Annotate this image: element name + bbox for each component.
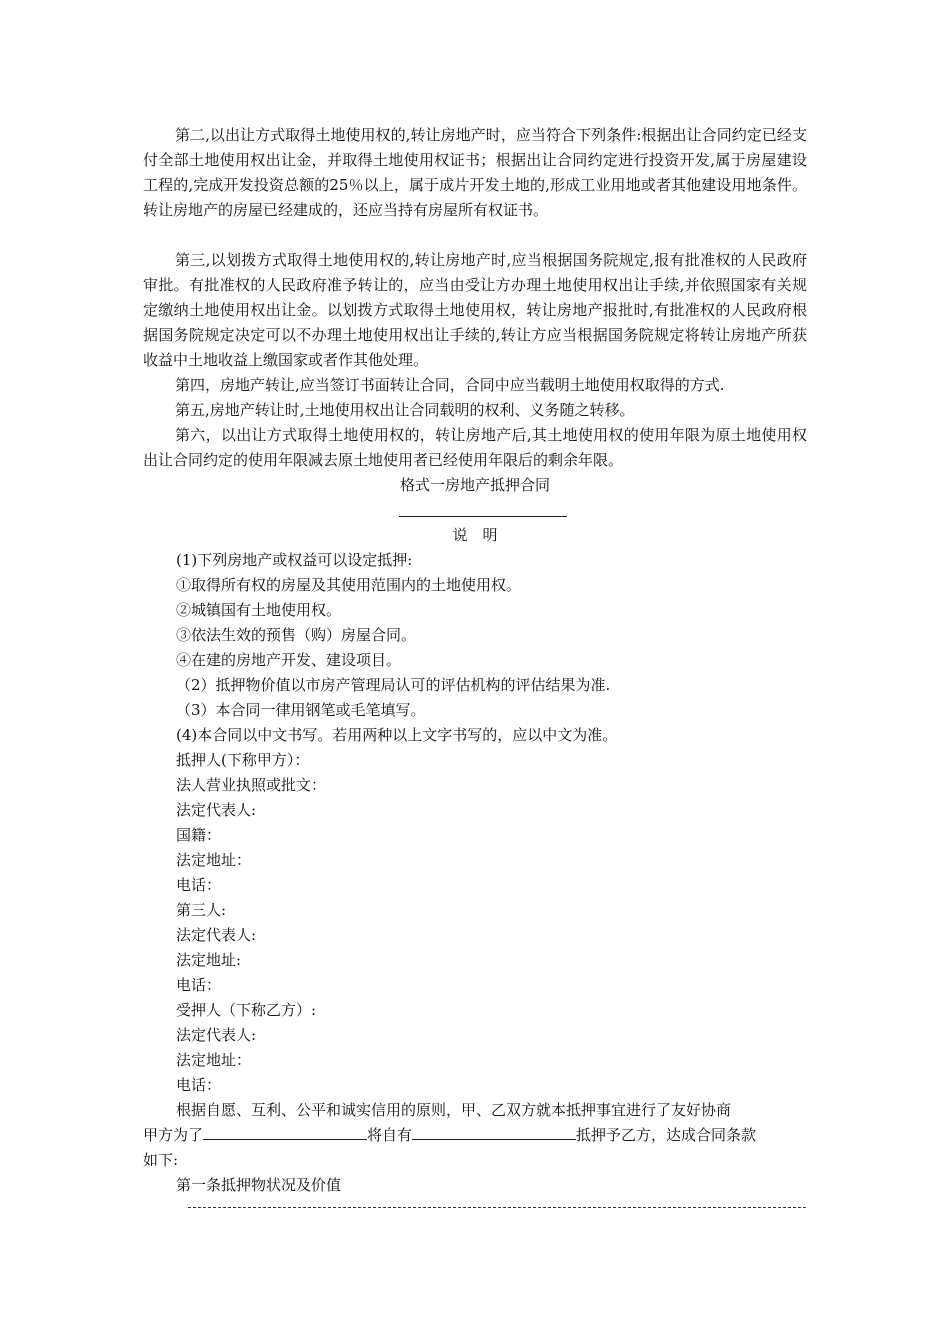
note-item: ④在建的房地产开发、建设项目。 (176, 651, 402, 669)
party-field: 国籍： (176, 826, 222, 844)
note-item: (1)下列房地产或权益可以设定抵押: (176, 551, 413, 569)
party-field: 抵押人(下称甲方）： (176, 751, 310, 769)
note-item: ③依法生效的预售（购）房屋合同。 (176, 626, 417, 644)
party-field: 法定地址： (176, 851, 252, 869)
agreement-line-1: 根据自愿、互利、公平和诚实信用的原则，甲、乙双方就本抵押事宜进行了友好协商 (176, 1101, 732, 1119)
paragraph-third: 第三,以划拨方式取得土地使用权的,转让房地产时,应当根据国务院规定,报有批准权的人民政府审批。有批准权的人民政府准予转让的，应当由受让方办理土地使用权出让手续,并依照国家有关规定缴纳土地使用权出让金。以划拨方式取得土地使用权，转让房地产报批时,有批准权的人民政府根据国务院规定决定可以不办理土地使用权出让手续的,转让方应当根据国务院规定将转让房地产所获收益中土地收益上缴国家或者作其他处理。 (143, 251, 807, 369)
paragraph-sixth: 第六，以出让方式取得土地使用权的，转让房地产后,其土地使用权的使用年限为原土地使用权出让合同约定的使用年限减去原土地使用者已经使用年限后的剩余年限。 (143, 426, 807, 469)
party-field: 电话： (176, 1076, 222, 1094)
party-field: 法定代表人: (176, 801, 257, 819)
article-1-heading: 第一条抵押物状况及价值 (176, 1176, 342, 1194)
party-field: 法定代表人: (176, 926, 257, 944)
agreement-text: 甲方为了 (143, 1126, 204, 1144)
fill-blank-property[interactable] (412, 1123, 576, 1140)
paragraph-fourth: 第四，房地产转让,应当签订书面转让合同，合同中应当载明土地使用权取得的方式. (175, 376, 725, 394)
party-field: 法人营业执照或批文： (176, 776, 327, 794)
party-field: 电话： (176, 876, 222, 894)
title-underline (399, 516, 567, 517)
agreement-line-3: 如下: (143, 1151, 179, 1169)
form-title: 格式一房地产抵押合同 (399, 476, 550, 494)
party-field: 法定地址： (176, 1051, 252, 1069)
party-field: 法定代表人: (176, 1026, 257, 1044)
note-item: ①取得所有权的房屋及其使用范围内的土地使用权。 (176, 576, 522, 594)
agreement-text: 抵押予乙方，达成合同条款 (576, 1126, 757, 1144)
note-item: ②城镇国有土地使用权。 (176, 601, 342, 619)
party-field: 法定地址: (176, 951, 242, 969)
fill-blank-purpose[interactable] (203, 1123, 367, 1140)
notes-title: 说 明 (452, 526, 498, 544)
party-field: 受押人（下称乙方）: (176, 1001, 317, 1019)
note-item: (4)本合同以中文书写。若用两种以上文字书写的，应以中文为准。 (176, 726, 618, 744)
paragraph-fifth: 第五,房地产转让时,土地使用权出让合同载明的权利、义务随之转移。 (175, 401, 635, 419)
agreement-text: 将自有 (367, 1126, 413, 1144)
note-item: （2）抵押物价值以市房产管理局认可的评估机构的评估结果为准. (176, 676, 611, 694)
dashed-separator (188, 1207, 806, 1208)
paragraph-second: 第二,以出让方式取得土地使用权的,转让房地产时，应当符合下列条件:根据出让合同约定已经支付全部土地使用权出让金，并取得土地使用权证书；根据出让合同约定进行投资开发,属于房屋建设工程的,完成开发投资总额的25％以上，属于成片开发土地的,形成工业用地或者其他建设用地条件。转让房地产的房屋已经建成的，还应当持有房屋所有权证书。 (143, 126, 807, 219)
agreement-line-2 (143, 1123, 756, 1148)
party-field: 第三人: (176, 901, 227, 919)
party-field: 电话： (176, 976, 222, 994)
note-item: （3）本合同一律用钢笔或毛笔填写。 (176, 701, 426, 719)
